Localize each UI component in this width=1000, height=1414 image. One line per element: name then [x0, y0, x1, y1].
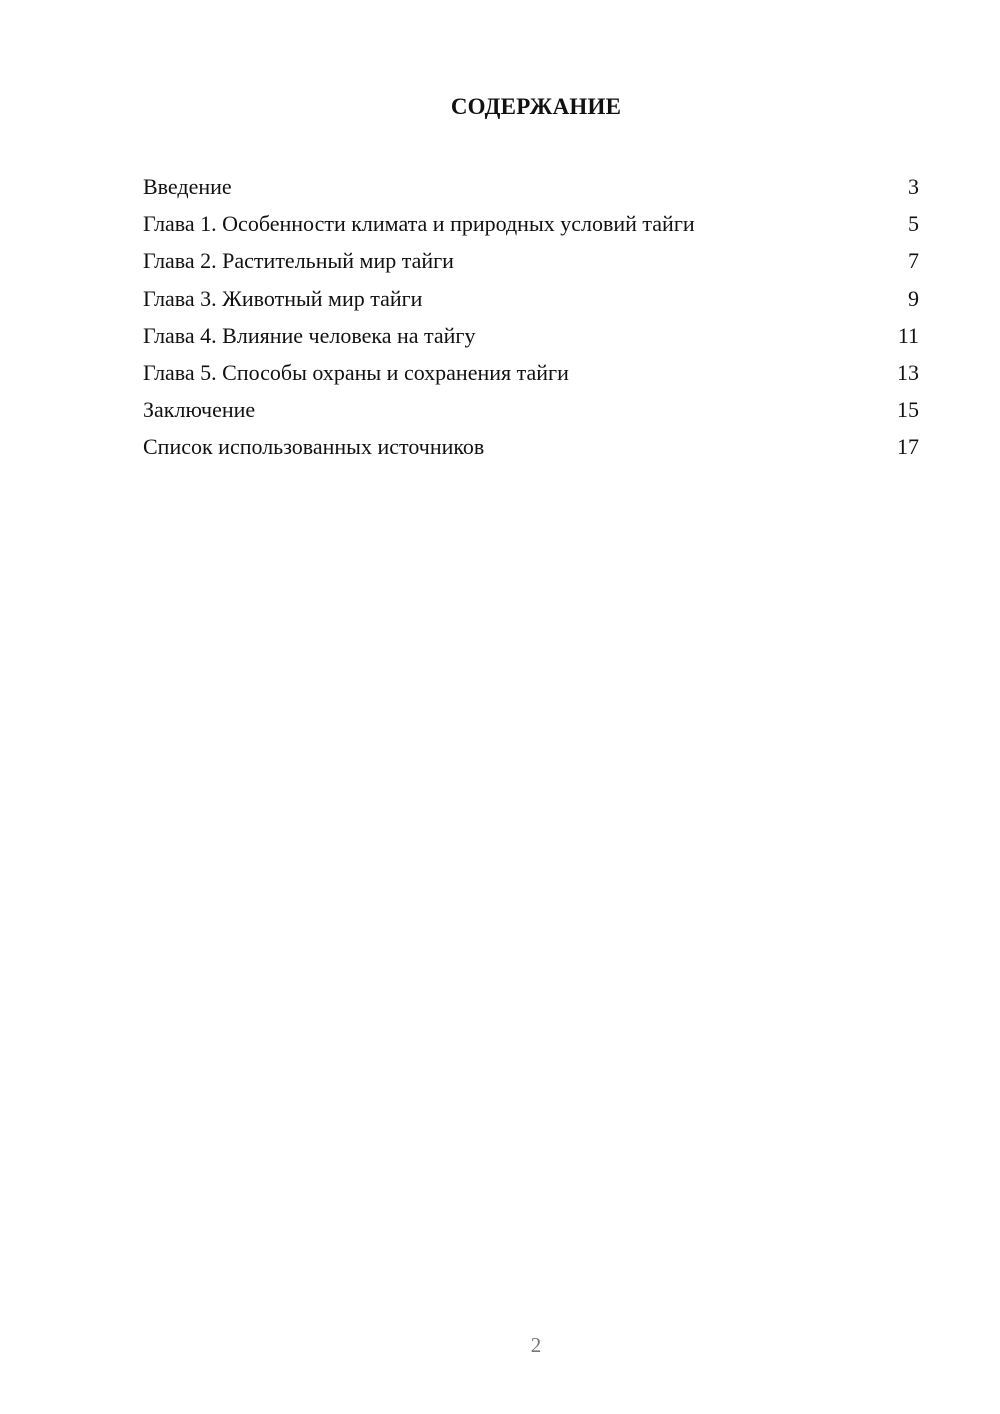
toc-entry-conclusion: [143, 391, 919, 428]
toc-entry-chapter-3: [143, 280, 919, 317]
toc-entry-references: [143, 428, 919, 465]
toc-entry-label: Введение: [143, 174, 232, 199]
page-title: СОДЕРЖАНИЕ: [450, 94, 622, 119]
toc-entry-page: 7: [908, 248, 919, 274]
toc-entry-page: 17: [897, 434, 919, 460]
toc-entry-chapter-2: [143, 242, 919, 279]
toc-entry-page: 11: [897, 322, 919, 348]
page-number: 2: [530, 1333, 542, 1357]
toc-entry-page: 13: [897, 359, 919, 385]
toc-entry-page: 15: [897, 397, 919, 423]
toc-entry-label: Заключение: [143, 397, 256, 423]
toc-entry-page: 3: [908, 174, 919, 199]
toc-entry-introduction: [143, 168, 919, 205]
toc-entry-label: Глава 1. Особенности климата и природных условий тайги: [143, 211, 695, 237]
table-of-contents: [143, 168, 919, 466]
toc-entry-label: Глава 5. Способы охраны и сохранения тайги: [143, 359, 569, 385]
toc-entry-page: 5: [908, 211, 919, 237]
toc-entry-chapter-1: [143, 205, 919, 242]
toc-entry-label: Список использованных источников: [143, 434, 485, 460]
toc-entry-page: 9: [908, 285, 919, 311]
toc-entry-chapter-4: [143, 317, 919, 354]
toc-entry-chapter-5: [143, 354, 919, 391]
toc-entry-label: Глава 4. Влияние человека на тайгу: [143, 322, 476, 348]
toc-entry-label: Глава 2. Растительный мир тайги: [143, 248, 454, 274]
toc-entry-label: Глава 3. Животный мир тайги: [143, 285, 423, 311]
